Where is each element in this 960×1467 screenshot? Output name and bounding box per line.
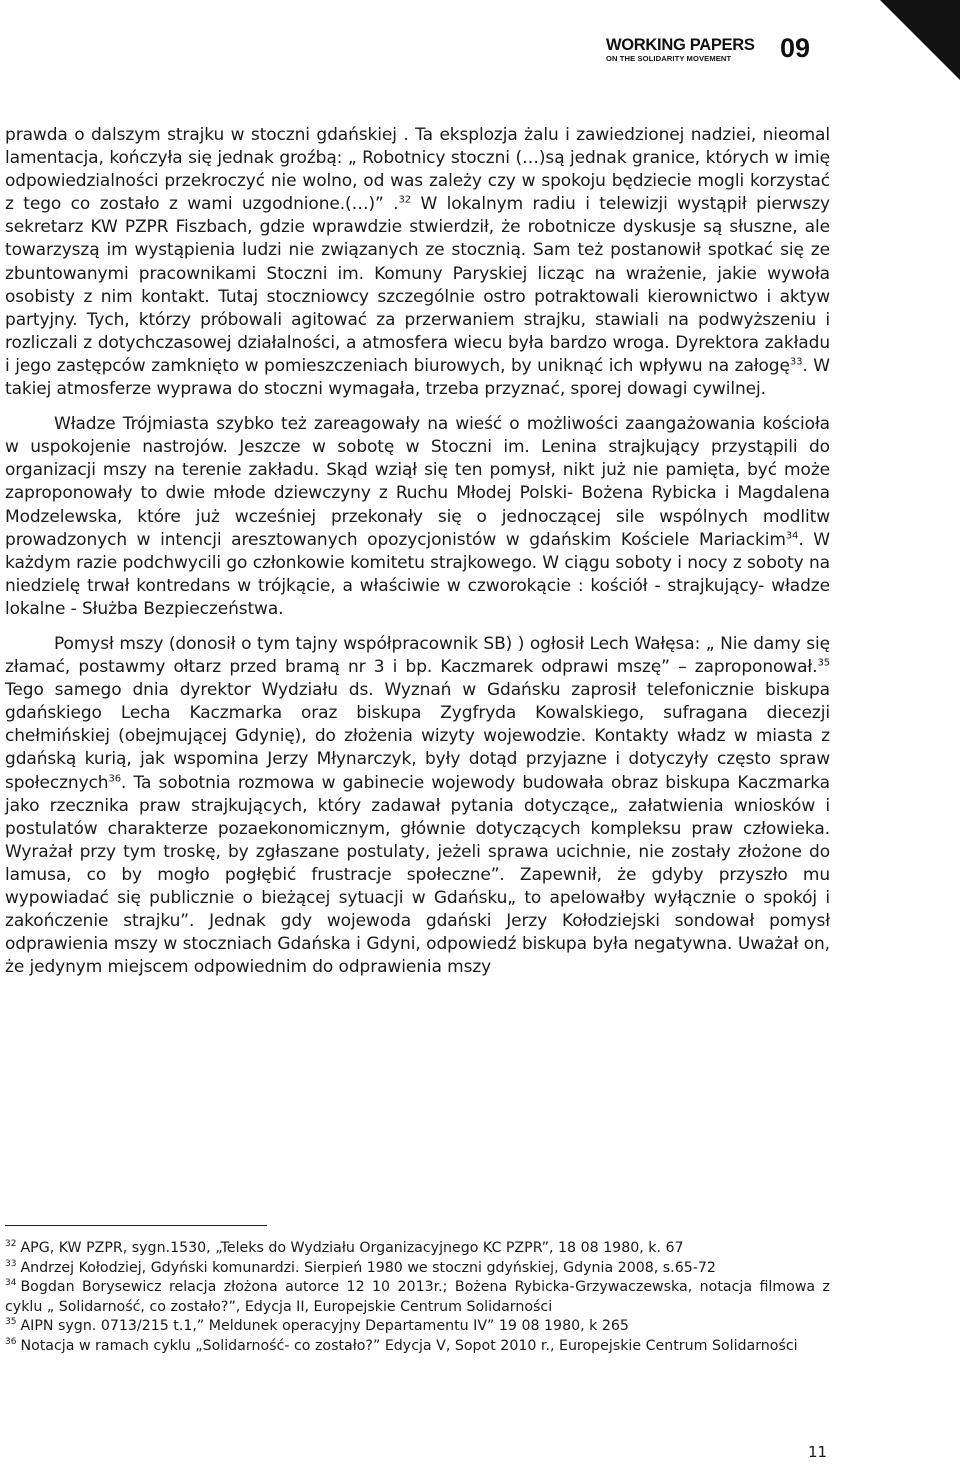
footnote-number: 32	[5, 1239, 17, 1250]
paragraph-1	[5, 124, 830, 401]
footnote-34	[5, 1278, 830, 1317]
footnote-marker: 36	[108, 772, 121, 784]
footnote-33	[5, 1259, 830, 1279]
footnote-marker: 32	[398, 194, 412, 206]
text-run: Pomysł mszy (donosił o tym tajny współpracownik SB) ) ogłosił Lech Wałęsa: „ Nie damy się złamać, postawmy ołtarz przed bramą nr 3 i bp. Kaczmarek odprawi mszę” – zaproponował.	[5, 633, 830, 678]
footnote-32	[5, 1239, 830, 1259]
footnote-marker: 35	[817, 657, 830, 669]
footnote-text: AIPN sygn. 0713/215 t.1,” Meldunek operacyjny Departamentu IV” 19 08 1980, k 265	[20, 1318, 629, 1334]
footnote-text: APG, KW PZPR, sygn.1530, „Teleks do Wydziału Organizacyjnego KC PZPR”, 18 08 1980, k. 67	[20, 1240, 684, 1256]
paragraph-2	[5, 413, 830, 621]
issue-number: 09	[780, 33, 811, 63]
series-subtitle: ON THE SOLIDARITY MOVEMENT	[606, 53, 732, 63]
footnote-number: 36	[5, 1336, 17, 1347]
footnote-35	[5, 1317, 830, 1337]
series-logo	[606, 37, 766, 62]
text-run: W lokalnym radiu i telewizji wystąpił pierwszy sekretarz KW PZPR Fiszbach, gdzie wprawdzie stwierdził, że robotnicze dyskusje są słuszne, ale towarzyszą im wystąpienia ludzi nie związanych ze stocznią. Sam też postanowił spotkać się ze zbuntowanymi pracownikami Stoczni im. Komuny Paryskiej licząc na wrażenie, jakie wywoła osobisty z nim kontakt. Tutaj stoczniowcy szczególnie ostro potraktowali kierownictwo i aktyw partyjny. Tych, którzy próbowali agitować za przerwaniem strajku, stawiali na podwyższeniu i rozliczali z dotychczasowej działalności, a atmosfera wiecu była bardzo wroga. Dyrektora zakładu i jego zastępców zamknięto w pomieszczeniach biurowych, by uniknąć ich wpływu na załogę	[5, 194, 830, 376]
body-text	[5, 124, 830, 979]
footnote-number: 34	[5, 1278, 17, 1289]
footnote-number: 33	[5, 1258, 17, 1269]
footnote-text: Notacja w ramach cyklu „Solidarność- co zostało?” Edycja V, Sopot 2010 r., Europejskie Centrum Solidarności	[20, 1337, 798, 1354]
footnote-36	[5, 1337, 830, 1357]
series-title: WORKING PAPERS	[606, 36, 755, 54]
text-run: prawda o dalszym strajku w stoczni gdańskiej . Ta eksplozja żalu i zawiedzionej nadziei, nieomal lamentacja, kończyła się jednak groźbą: „ Robotnicy stoczni (…)są jednak granice, których w imię odpowiedzialności przekroczyć nie wolno, od was zależy czy w spokoju będziecie mogli korzystać z tego co zostało z wami uzgodnione.(…)” .	[5, 125, 830, 215]
footnote-text: Andrzej Kołodziej, Gdyński komunardzi. Sierpień 1980 we stoczni gdyńskiej, Gdynia 2008, s.65-72	[20, 1259, 716, 1276]
text-run: . W każdym razie podchwycili go członkowie komitetu strajkowego. W ciągu soboty i nocy z soboty na niedzielę trwał kontredans w trójkącie, a właściwie w czworokącie : kościół - strajkujący- władze lokalne - Służba Bezpieczeństwa.	[5, 529, 831, 619]
footnote-marker: 33	[789, 356, 803, 368]
corner-triangle-decoration	[880, 0, 960, 80]
footnotes	[5, 1239, 830, 1356]
footnote-separator	[5, 1225, 267, 1226]
text-run: . Ta sobotnia rozmowa w gabinecie wojewody budowała obraz biskupa Kaczmarka jako rzecznika praw strajkujących, który zadawał pytania dotyczące„ załatwienia wniosków i postulatów charakterze pozaekonomicznym, głównie dotyczących kompleksu praw człowieka. Wyrażał przy tym troskę, by zgłaszane postulaty, jeżeli sprawa ucichnie, nie zostały złożone do lamusa, co by mogło pogłębić frustracje społeczne”. Zapewnił, że gdyby przyszło mu wypowiadać się publicznie o bieżącej sytuacji w Gdańsku„ to apelowałby wyłącznie o spokój i zakończenie strajku”. Jednak gdy wojewoda gdański Jerzy Kołodziejski sondował pomysł odprawienia mszy w stoczniach Gdańska i Gdyni, odpowiedź biskupa była negatywna. Uważał on, że jedynym miejscem odpowiednim do odprawienia mszy	[5, 772, 830, 978]
footnote-marker: 34	[785, 529, 799, 541]
text-run: Władze Trójmiasta szybko też zareagowały na wieść o możliwości zaangażowania kościoła w uspokojenie nastrojów. Jeszcze w sobotę w Stoczni im. Lenina strajkujący przystąpili do organizacji mszy na terenie zakładu. Skąd wziął się ten pomysł, nikt już nie pamięta, być może zaproponowały to dwie młode dziewczyny z Ruchu Młodej Polski- Bożena Rybicka i Magdalena Modzelewska, które już wcześniej przekonały się o jednoczącej sile wspólnych modlitw prowadzonych w intencji aresztowanych opozycjonistów w gdańskim Kościele Mariackim	[5, 414, 830, 550]
text-run: . W takiej atmosferze wyprawa do stoczni wymagała, trzeba przyznać, sporej dowagi cywilnej.	[5, 355, 830, 400]
text-run: Tego samego dnia dyrektor Wydziału ds. Wyznań w Gdańsku zaprosił telefonicznie biskupa gdańskiego Lecha Kaczmarka oraz biskupa Zygfryda Kowalskiego, sufragana diecezji chełmińskiej (obejmującej Gdynię), do złożenia wizyty wojewodzie. Kontakty władz w miasta z gdańską kurią, jak wspomina Jerzy Młynarczyk, były dotąd przyjazne i dotyczyły często spraw społecznych	[5, 680, 830, 793]
page-number: 11	[808, 1443, 828, 1461]
paragraph-3	[5, 633, 830, 979]
footnote-text: Bogdan Borysewicz relacja złożona autorce 12 10 2013r.; Bożena Rybicka-Grzywaczewska, notacja filmowa z cyklu „ Solidarność, co zostało?”, Edycja II, Europejskie Centrum Solidarności	[5, 1279, 830, 1315]
footnote-number: 35	[5, 1317, 17, 1328]
